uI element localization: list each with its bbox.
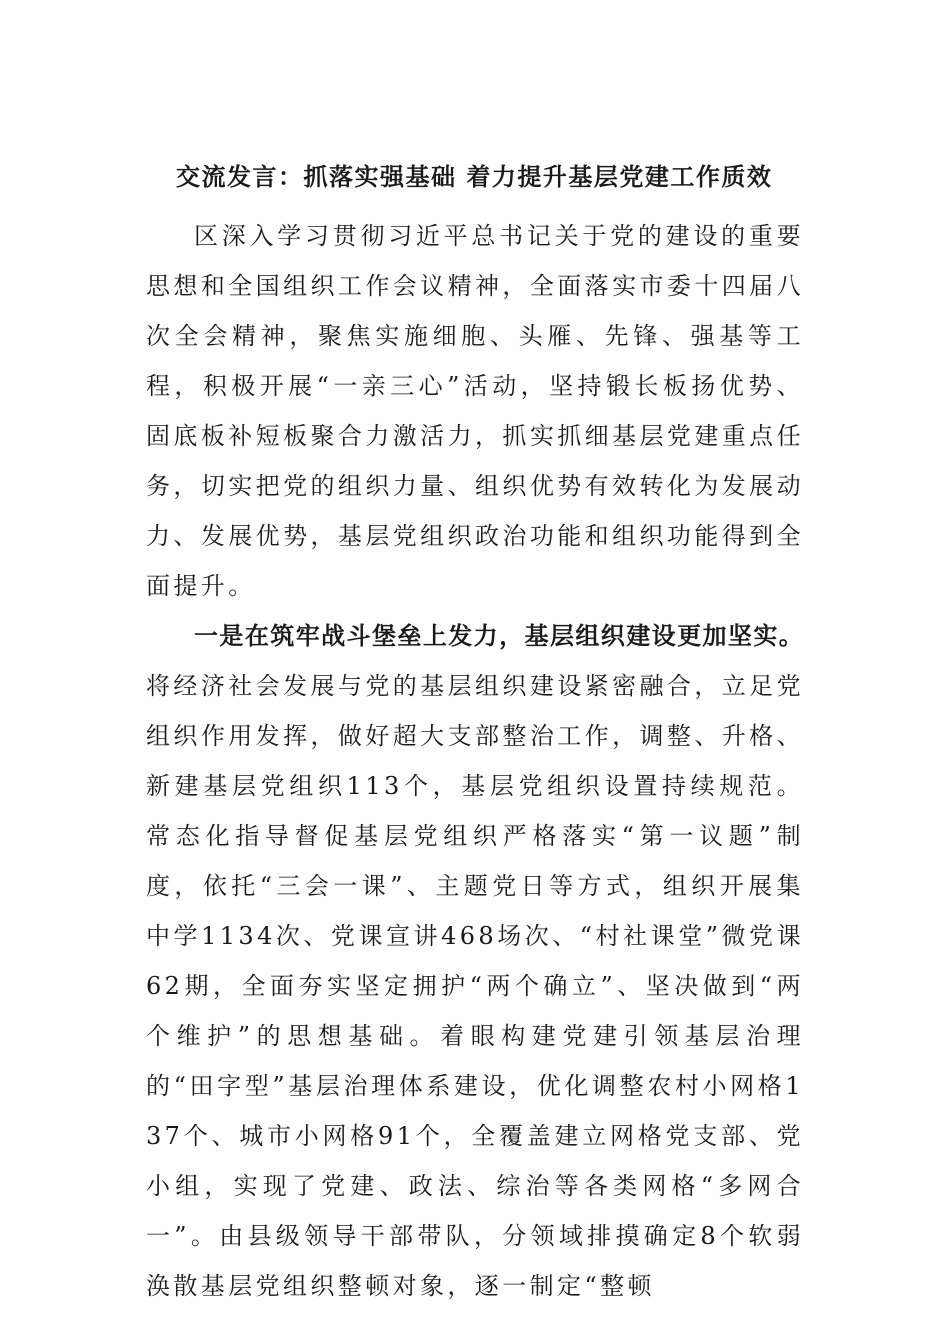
section-one-heading: 一是在筑牢战斗堡垒上发力，基层组织建设更加坚实。 — [194, 621, 804, 650]
document-body — [146, 155, 804, 1311]
intro-paragraph — [146, 211, 804, 611]
intro-paragraph-text: 区深入学习贯彻习近平总书记关于党的建设的重要思想和全国组织工作会议精神，全面落实市委十四届八次全会精神，聚焦实施细胞、头雁、先锋、强基等工程，积极开展“一亲三心”活动，坚持锻长板扬优势、固底板补短板聚合力激活力，抓实抓细基层党建重点任务，切实把党的组织力量、组织优势有效转化为发展动力、发展优势，基层党组织政治功能和组织功能得到全面提升。 — [146, 222, 804, 600]
section-one-paragraph — [146, 611, 804, 1311]
section-one-text: 将经济社会发展与党的基层组织建设紧密融合，立足党组织作用发挥，做好超大支部整治工作，调整、升格、新建基层党组织113个，基层党组织设置持续规范。常态化指导督促基层党组织严格落实“第一议题”制度，依托“三会一课”、主题党日等方式，组织开展集中学1134次、党课宣讲468场次、“村社课堂”微党课62期，全面夯实坚定拥护“两个确立”、坚决做到“两个维护”的思想基础。着眼构建党建引领基层治理的“田字型”基层治理体系建设，优化调整农村小网格137个、城市小网格91个，全覆盖建立网格党支部、党小组，实现了党建、政法、综治等各类网格“多网合一”。由县级领导干部带队，分领域排摸确定8个软弱涣散基层党组织整顿对象，逐一制定“整顿 — [146, 672, 804, 1300]
document-title: 交流发言：抓落实强基础 着力提升基层党建工作质效 — [176, 162, 773, 191]
